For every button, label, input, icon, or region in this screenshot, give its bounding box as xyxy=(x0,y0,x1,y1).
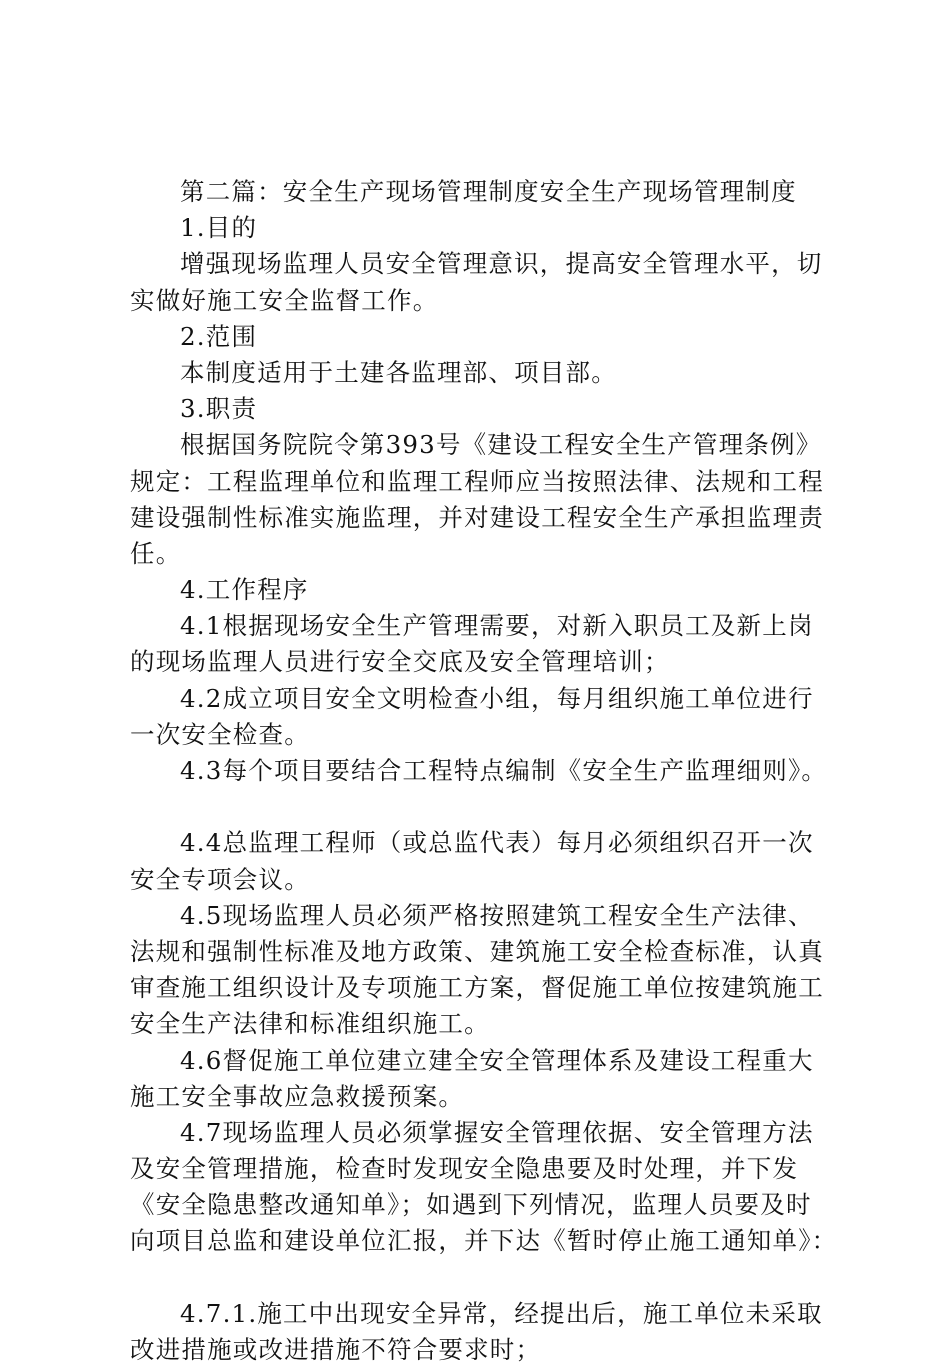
paragraph-line: 《安全隐患整改通知单》；如遇到下列情况，监理人员要及时 xyxy=(130,1190,812,1220)
paragraph-line: 4.4总监理工程师（或总监代表）每月必须组织召开一次 xyxy=(180,828,814,858)
document-body xyxy=(130,174,840,1368)
paragraph-line: 规定：工程监理单位和监理工程师应当按照法律、法规和工程 xyxy=(130,466,824,496)
paragraph-line: 向项目总监和建设单位汇报，并下达《暂时停止施工通知单》： xyxy=(130,1226,838,1256)
paragraph-line: 任。 xyxy=(130,538,182,568)
section-heading: 2.范围 xyxy=(180,321,258,351)
paragraph-line: 4.3每个项目要结合工程特点编制《安全生产监理细则》。 xyxy=(180,756,828,785)
paragraph-line: 4.7现场监理人员必须掌握安全管理依据、安全管理方法 xyxy=(180,1117,814,1147)
paragraph-line: 增强现场监理人员安全管理意识，提高安全管理水平，切 xyxy=(180,249,823,279)
section-heading: 4.工作程序 xyxy=(180,575,309,605)
paragraph-line: 4.1根据现场安全生产管理需要，对新入职员工及新上岗 xyxy=(180,611,814,641)
section-heading: 3.职责 xyxy=(180,394,258,424)
document-title: 第二篇：安全生产现场管理制度安全生产现场管理制度 xyxy=(180,177,797,206)
paragraph-line: 4.7.1.施工中出现安全异常，经提出后，施工单位未采取 xyxy=(180,1298,823,1328)
paragraph-line: 4.6督促施工单位建立建全安全管理体系及建设工程重大 xyxy=(180,1045,814,1075)
paragraph-line: 安全生产法律和标准组织施工。 xyxy=(130,1009,490,1039)
paragraph-line: 审查施工组织设计及专项施工方案，督促施工单位按建筑施工 xyxy=(130,973,824,1003)
paragraph-line: 安全专项会议。 xyxy=(130,864,310,894)
blank-line xyxy=(130,789,840,825)
paragraph-line: 建设强制性标准实施监理，并对建设工程安全生产承担监理责 xyxy=(130,502,824,532)
paragraph-line: 一次安全检查。 xyxy=(130,719,310,749)
paragraph-line: 改进措施或改进措施不符合要求时； xyxy=(130,1335,542,1364)
section-heading: 1.目的 xyxy=(180,213,258,243)
paragraph-line: 及安全管理措施，检查时发现安全隐患要及时处理，并下发 xyxy=(130,1154,799,1184)
paragraph-line: 本制度适用于土建各监理部、项目部。 xyxy=(180,357,617,387)
paragraph-line: 根据国务院院令第393号《建设工程安全生产管理条例》 xyxy=(180,430,822,460)
paragraph-line: 实做好施工安全监督工作。 xyxy=(130,285,439,315)
paragraph-line: 施工安全事故应急救援预案。 xyxy=(130,1081,465,1111)
paragraph-line: 的现场监理人员进行安全交底及安全管理培训； xyxy=(130,647,670,677)
blank-line xyxy=(130,1260,840,1296)
paragraph-line: 4.5现场监理人员必须严格按照建筑工程安全生产法律、 xyxy=(180,900,814,930)
paragraph-line: 4.2成立项目安全文明检查小组，每月组织施工单位进行 xyxy=(180,683,814,713)
paragraph-line: 法规和强制性标准及地方政策、建筑施工安全检查标准，认真 xyxy=(130,936,824,966)
